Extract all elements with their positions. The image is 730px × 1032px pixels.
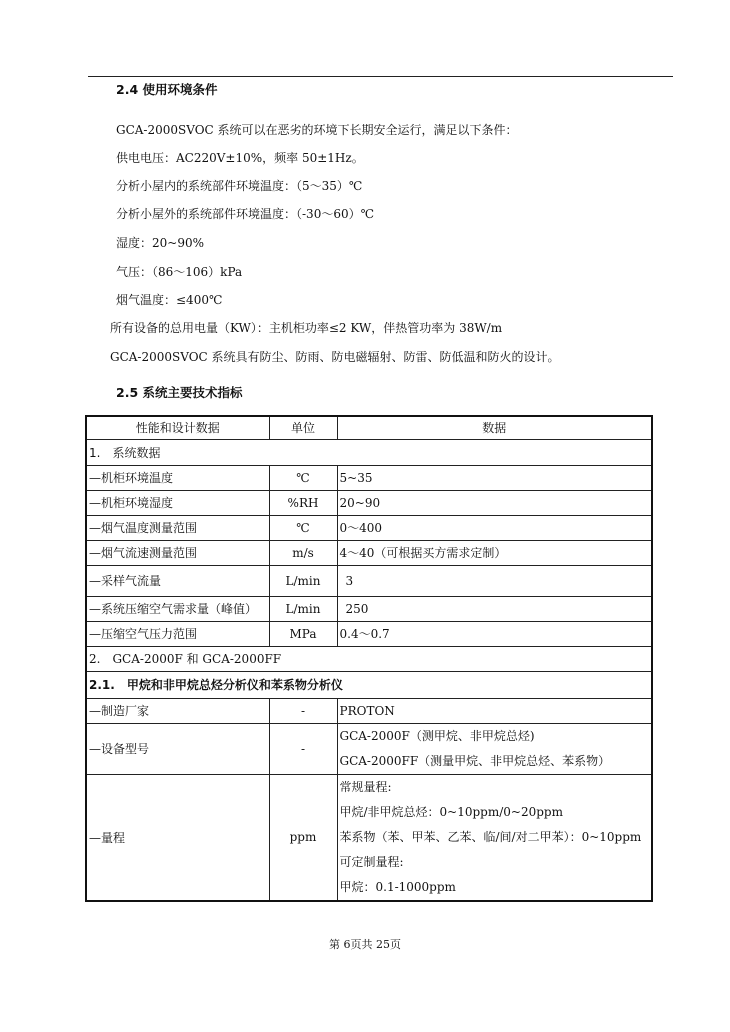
row-name: —机柜环境湿度 [86,490,269,515]
page-footer: 第 6页共 25页 [329,938,401,951]
header-unit: 单位 [269,416,337,439]
row-value-multiline [337,723,652,774]
section-gca-models: 2. GCA-2000F 和 GCA-2000FF [86,646,652,671]
condition-power: 供电电压：AC220V±10%，频率 50±1Hz。 [116,151,364,165]
row-name: —烟气温度测量范围 [86,515,269,540]
table-row [86,465,652,490]
row-name: —量程 [86,774,269,901]
range-line: 甲烷：0.1-1000ppm [339,879,456,894]
condition-humidity: 湿度：20~90% [116,236,204,250]
table-row [86,723,652,774]
header-rule [88,76,673,77]
model-line: GCA-2000F（测甲烷、非甲烷总烃) [339,728,535,743]
header-data: 数据 [337,416,652,439]
row-name: —机柜环境温度 [86,465,269,490]
range-line: 常规量程: [339,779,392,794]
condition-flue-temp: 烟气温度：≤400℃ [116,293,223,307]
table-row [86,774,652,901]
table-row [86,540,652,565]
range-line: 可定制量程: [339,854,404,869]
row-unit: L/min [269,596,337,621]
row-value-multiline [337,774,652,901]
range-line: 甲烷/非甲烷总烃：0~10ppm/0~20ppm [339,804,563,819]
table-row [86,596,652,621]
table-section-row [86,439,652,465]
spec-table [85,415,653,902]
row-name: —制造厂家 [86,698,269,723]
row-name: —采样气流量 [86,565,269,596]
table-row [86,565,652,596]
header-performance: 性能和设计数据 [86,416,269,439]
row-unit: - [269,723,337,774]
row-value: 5~35 [337,465,652,490]
row-unit: %RH [269,490,337,515]
row-unit: m/s [269,540,337,565]
section-analyzers: 2.1. 甲烷和非甲烷总烃分析仪和苯系物分析仪 [86,671,652,698]
table-row [86,490,652,515]
condition-power-usage: 所有设备的总用电量（KW）：主机柜功率≤2 KW，伴热管功率为 38W/m [110,321,503,335]
row-unit: ℃ [269,465,337,490]
row-name: —系统压缩空气需求量（峰值） [86,596,269,621]
table-row [86,621,652,646]
row-unit: ppm [269,774,337,901]
row-value: 3 [337,565,652,596]
intro-paragraph: GCA-2000SVOC 系统可以在恶劣的环境下长期安全运行，满足以下条件： [116,123,518,137]
section-heading-2-5: 2.5 系统主要技术指标 [116,385,243,400]
section-system-data: 1. 系统数据 [86,439,652,465]
row-name: —设备型号 [86,723,269,774]
row-value: 4～40（可根据买方需求定制） [337,540,652,565]
row-value: 0.4～0.7 [337,621,652,646]
row-value: 0～400 [337,515,652,540]
model-line: GCA-2000FF（测量甲烷、非甲烷总烃、苯系物） [339,753,611,768]
condition-indoor-temp: 分析小屋内的系统部件环境温度：（5～35）℃ [116,179,363,193]
table-header-row [86,416,652,439]
table-section-row [86,646,652,671]
row-unit: - [269,698,337,723]
condition-protection: GCA-2000SVOC 系统具有防尘、防雨、防电磁辐射、防雷、防低温和防火的设计。 [110,350,560,364]
row-value: PROTON [337,698,652,723]
row-unit: MPa [269,621,337,646]
row-name: —烟气流速测量范围 [86,540,269,565]
row-unit: L/min [269,565,337,596]
condition-pressure: 气压：（86～106）kPa [116,265,243,279]
table-section-row [86,671,652,698]
section-heading-2-4: 2.4 使用环境条件 [116,82,218,97]
row-unit: ℃ [269,515,337,540]
row-value: 20~90 [337,490,652,515]
range-line: 苯系物（苯、甲苯、乙苯、临/间/对二甲苯）：0~10ppm [339,829,642,844]
condition-outdoor-temp: 分析小屋外的系统部件环境温度：（-30～60）℃ [116,207,375,221]
table-row [86,698,652,723]
row-value: 250 [337,596,652,621]
row-name: —压缩空气压力范围 [86,621,269,646]
table-row [86,515,652,540]
